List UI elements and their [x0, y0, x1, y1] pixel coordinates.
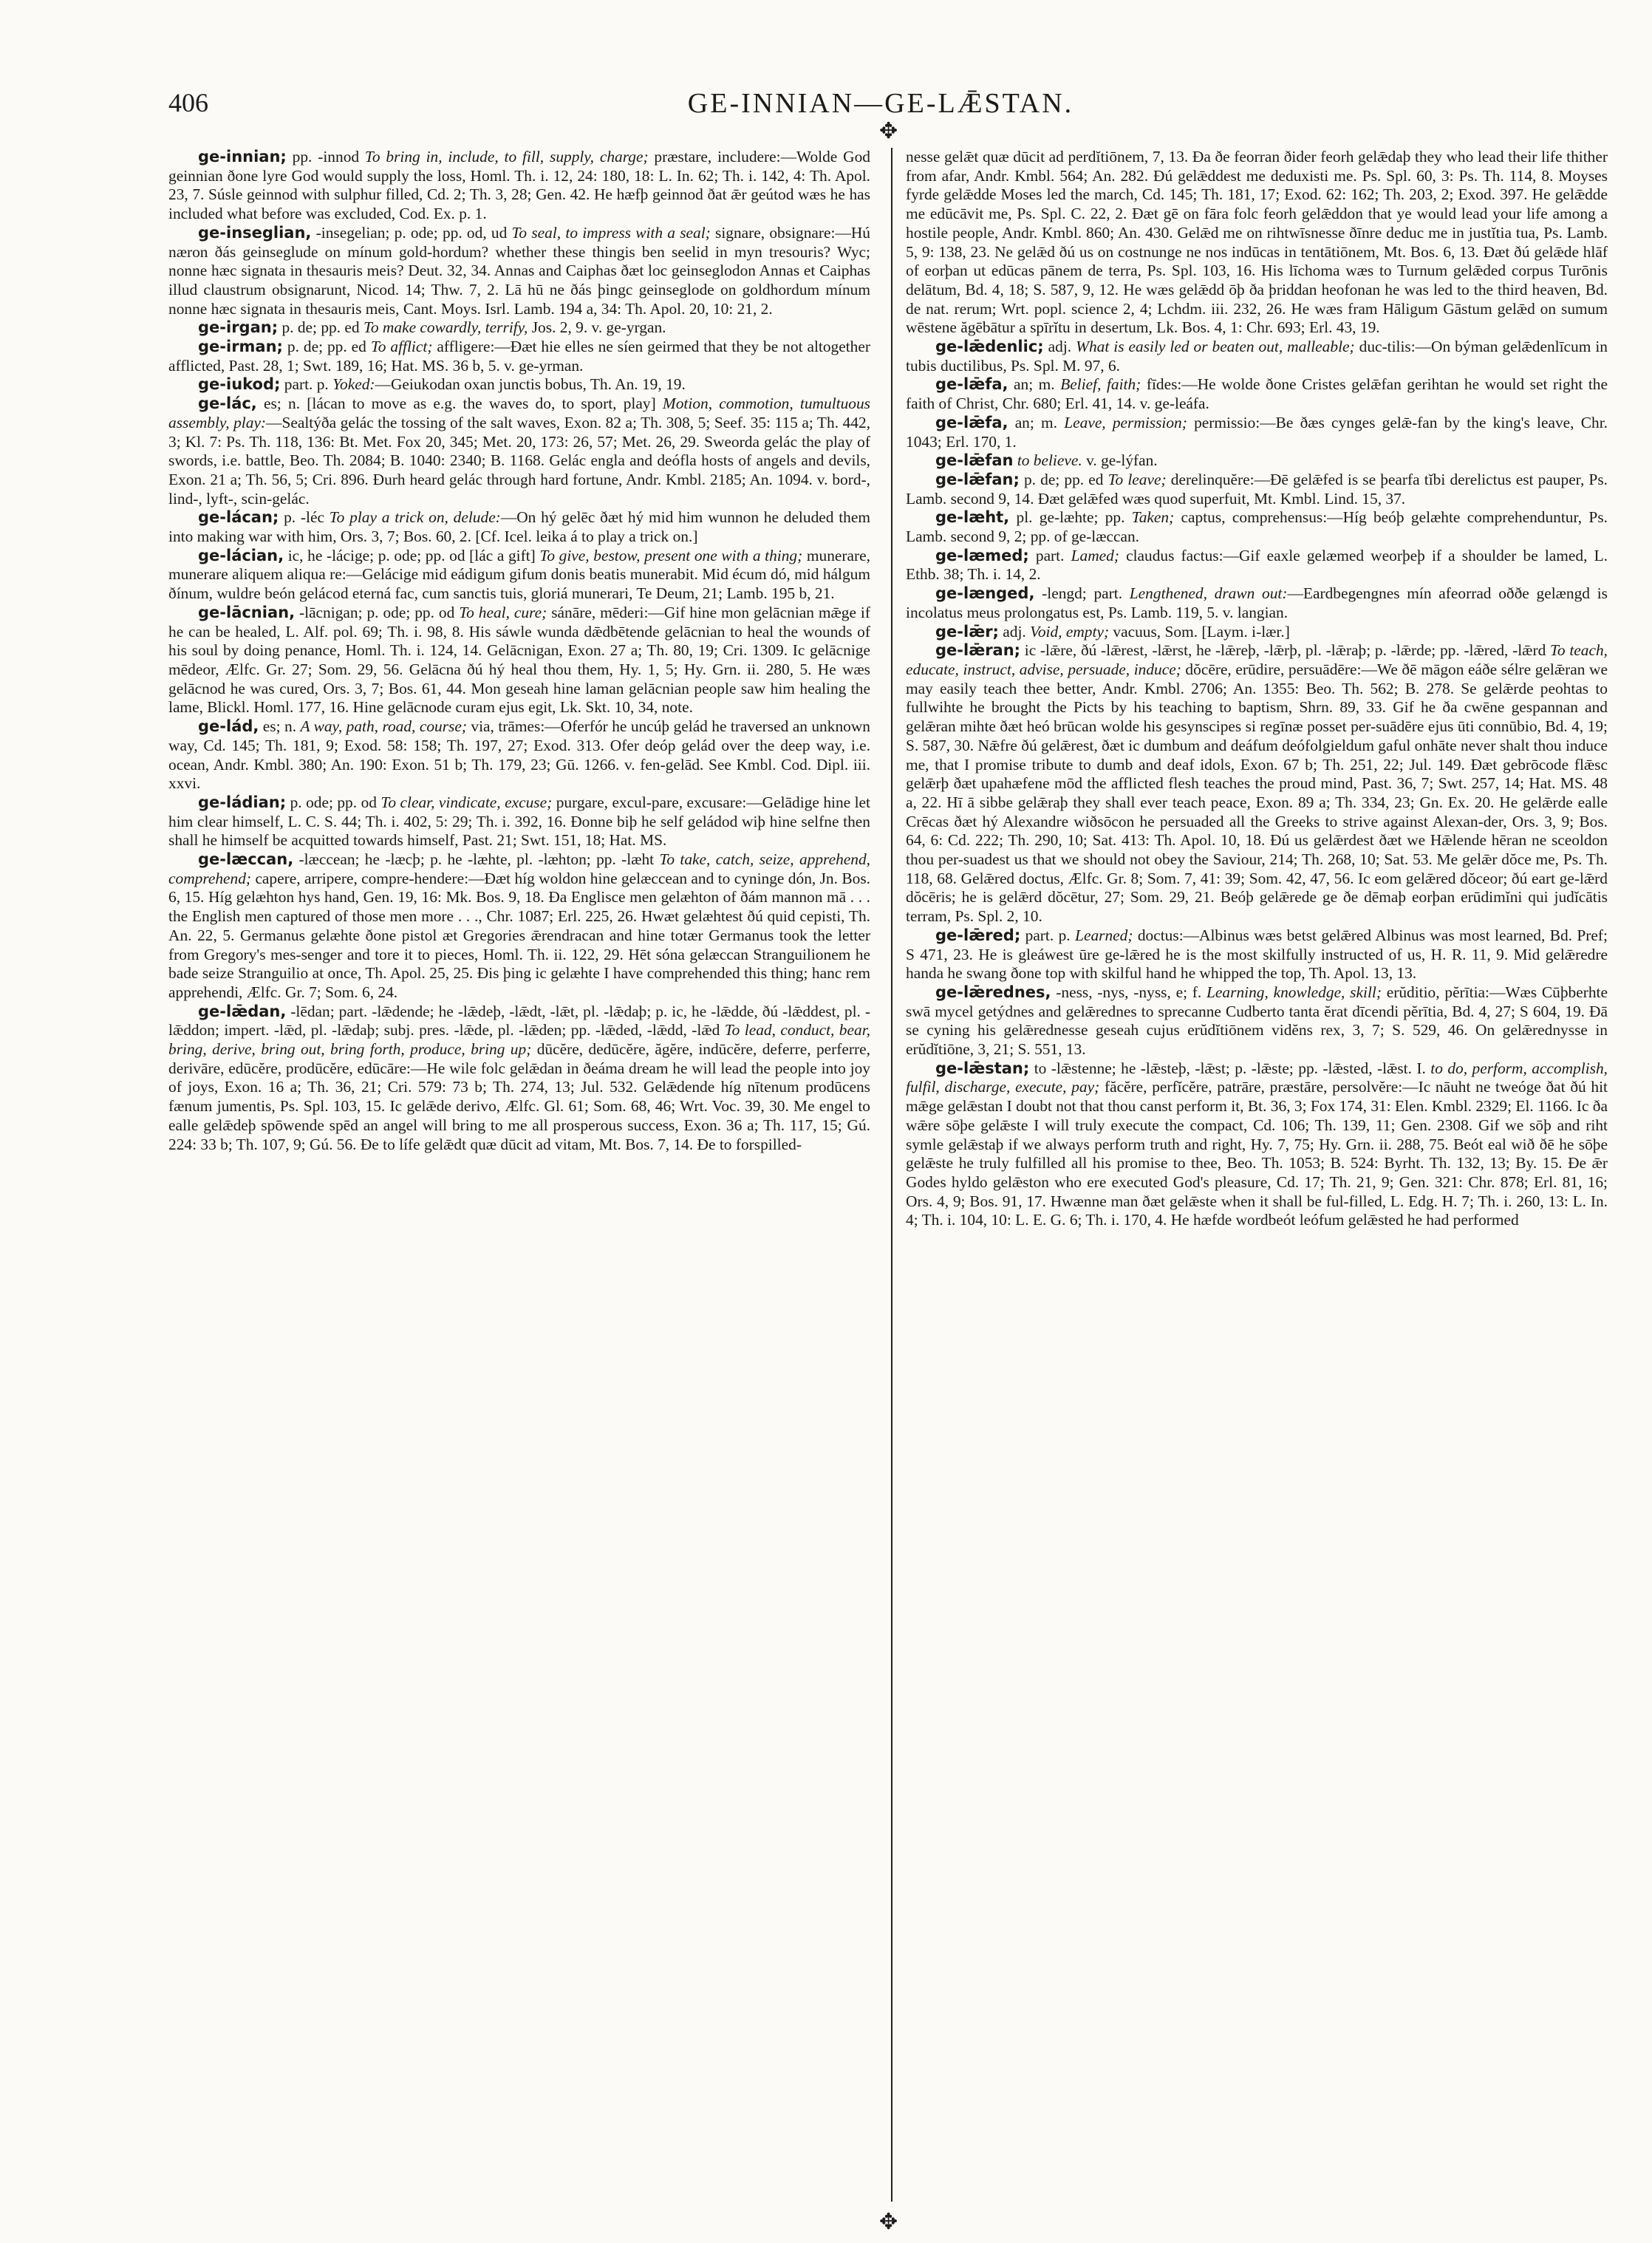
- entry-gloss: To play a trick on, delude:: [329, 508, 501, 527]
- entry-gloss: To heal, cure;: [459, 603, 547, 621]
- entry-grammar: ic, he -lácige; p. ode; pp. od [lác a gift]: [284, 546, 540, 564]
- headword: ge-lácan;: [198, 508, 279, 527]
- entry-body: —On hý gelēc ðæt hý mid him wunnon he deluded them into making war with him, Ors. 3, 7; Bos. 60, 2. [Cf. Icel. leika á to play a trick on.]: [168, 508, 870, 546]
- entry-body: —Geiukodan oxan junctis bobus, Th. An. 19, 19.: [375, 375, 686, 394]
- entry-gloss: To clear, vindicate, excuse;: [380, 793, 553, 811]
- dictionary-entry: [168, 338, 870, 375]
- entry-body: captus, comprehensus:—Híg beóþ gelæhte comprehenduntur, Ps. Lamb. second 9, 2; pp. of ge-læccan.: [906, 508, 1608, 546]
- entry-body: signare, obsignare:—Hú næron ðás geinseglude on mínum gold-hordum? whether these thingis ben seelid in myn tresouris? Wyc; nonne hæc signata in thesauris meis? Deut. 32, 34. Annas and Caiphas ðæt loc geinseglodon Annas et Caiphas illud claustrum obsignarunt, Nicod. 14; Thw. 7, 2. Lā hū ne ðás þingc geinseglode on goldhordum mínum nonne hæc signata in thesauris meis, Cant. Moys. Isrl. Lamb. 194 a, 34: Th. Apol. 20, 10: 21, 2.: [168, 223, 870, 318]
- headword: ge-lǣr;: [935, 622, 999, 641]
- headword: ge-lǣdan,: [198, 1002, 287, 1020]
- entry-grammar: p. ode; pp. od: [286, 793, 381, 811]
- running-head: GE-INNIAN—GE-LǢSTAN.: [687, 88, 1074, 119]
- dictionary-entry: [906, 623, 1608, 642]
- entry-body: affligere:—Ðæt hie elles ne síen geirmed that they be not altogether afflicted, Past. 28, 1; Swt. 189, 16; Hat. MS. 36 b, 5. v. ge-yrman.: [168, 338, 870, 375]
- headword: ge-ládian;: [198, 793, 287, 811]
- headword: ge-lád,: [198, 717, 259, 736]
- entry-grammar: p. de; pp. ed: [1019, 470, 1108, 488]
- entry-body: via, trāmes:—Oferfór he uncúþ gelád he traversed an unknown way, Cd. 145; Th. 181, 9; Exod. 58: 158; Th. 197, 27; Exod. 313. Ofer deóp gelád over the deep way, i.e. ocean, Andr. Kmbl. 380; An. 190: Exon. 51 b; Th. 179, 23; Gū. 1266. v. fen-gelād. See Kmbl. Cod. Dipl. iii. xxvi.: [168, 717, 870, 793]
- headword: ge-læht,: [935, 508, 1010, 527]
- dictionary-entry: [906, 148, 1608, 338]
- entry-body: dŏcēre, erūdire, persuādēre:—We ðē māgon eáðe sélre gelǣran we may easily teach thee better, Andr. Kmbl. 2706; An. 1355: Beo. Th. 562; B. 278. Se gelǣrde peohtas to fullwihte he brought the Picts by his teaching to baptism, Shrn. 89, 33. Gif he ða cwēne gespannan and gelǣran mihte ðæt heó brūcan wolde his gesynscipes si regīnæ posset per-suādēre ejus ūti connūbio, Bd. 4, 19; S. 587, 30. Nǣfre ðú gelǣrest, ðæt ic dumbum and deáfum deófolgieldum gaful onhāte never shalt thou induce me, that I promise tribute to dumb and deaf idols, Exon. 67 b; Th. 251, 22; Jul. 149. Ðæt gebrōcode flǣsc gelǣrþ ðæt upahæfene mōd the afflicted flesh teaches the proud mind, Past. 36, 7; Swt. 257, 14; Hat. MS. 48 a, 22. Hī ā sibbe gelǣraþ they shall ever teach peace, Exon. 89 a; Th. 334, 23; Gn. Ex. 20. He gelǣrde ealle Crēcas ðæt hý Alexandre wiðsōcon he persuaded all the Greeks to strive against Alexan-der, Ors. 3, 9; Bos. 64, 6: Cd. 222; Th. 290, 10; Sat. 413: Th. Apol. 10, 18. Ðú us gelǣrdest ðæt we Hǣlende hēran ne sceoldon thou per-suadest us that we should not obey the Saviour, 214; Th. 268, 10; Sat. 53. Me gelǣr dŏce me, Ps. Th. 118, 68. Gelǣred doctus, Ælfc. Gr. 8; Som. 7, 41: 39; Som. 42, 47, 56. Ic eom gelǣred dŏceor; ðú eart ge-lǣrd dŏcēris; he is gelǣrd dŏcētur, 27; Som. 29, 21. Beóþ gelǣrede ge ðe dēmaþ eorþan erūdimĭni qui judĭcātis terram, Ps. Spl. 2, 10.: [906, 660, 1608, 926]
- headword: ge-lācnian,: [198, 603, 296, 621]
- entry-gloss: to believe.: [1017, 451, 1082, 470]
- headword: ge-irgan;: [198, 318, 279, 337]
- entry-gloss: To teach, educate, instruct, advise, persuade, induce;: [906, 641, 1608, 678]
- dictionary-entry: [906, 983, 1608, 1059]
- dictionary-entry: [906, 584, 1608, 622]
- entry-grammar: part. p.: [1020, 926, 1076, 944]
- dictionary-entry: [168, 375, 870, 395]
- dictionary-entry: [906, 508, 1608, 546]
- dictionary-entry: [168, 148, 870, 224]
- headword: ge-lǣrednes,: [935, 983, 1051, 1001]
- headword: ge-irman;: [198, 338, 283, 356]
- entry-gloss: To leave;: [1107, 470, 1167, 488]
- column-ornament-top: ✥: [879, 119, 898, 143]
- column-divider: [891, 148, 892, 2202]
- dictionary-entry: [906, 547, 1608, 584]
- entry-body: vacuus, Som. [Laym. i-lær.]: [1109, 622, 1290, 641]
- dictionary-entry: [906, 1059, 1608, 1230]
- headword: ge-inseglian,: [198, 223, 312, 242]
- entry-grammar: es; n.: [259, 717, 301, 736]
- dictionary-entry: [168, 395, 870, 508]
- entry-body: capere, arripere, compre-hendere:—Ðæt híg woldon hine gelæccean and to cyninge dón, Jn. Bos. 6, 15. Híg gelæhton hys hand, Gen. 19, 16: Mk. Bos. 9, 18. Ða Englisce men gelæhton of ðám mannon mā . . . the English men captured of those men more . . ., Chr. 1087; Erl. 225, 26. Hwæt gelæhtest ðú quid cepisti, Th. An. 22, 5. Germanus gelæhte ðone pistol æt Gregories ǣrendracan and hine totær Germanus took the letter from Gregory's mes-senger and tore it to pieces, Homl. Th. ii. 122, 29. Hēt sóna gelæccan Stranguilionem he bade seize Stranguilio at once, Th. Apol. 25, 25. Ðis þing ic gelæhte I have comprehended this thing; hanc rem apprehendi, Ælfc. Gr. 7; Som. 6, 24.: [168, 869, 870, 1001]
- entry-body: derelinquĕre:—Ðē gelǣfed is se þearfa tĭbi derelictus est pauper, Ps. Lamb. second 9, 14. Ðæt gelǣfed wæs quod superfuit, Mt. Kmbl. Lind. 15, 37.: [906, 470, 1608, 508]
- entry-grammar: -insegelian; p. ode; pp. od, ud: [311, 223, 512, 242]
- entry-body: fīdes:—He wolde ðone Cristes gelǣfan gerihtan he would set right the faith of Christ, Chr. 680; Erl. 41, 14. v. ge-leáfa.: [906, 375, 1608, 413]
- dictionary-entry: [906, 414, 1608, 451]
- entry-grammar: pp. -innod: [286, 148, 365, 165]
- entry-body: —Sealtýða gelác the tossing of the salt waves, Exon. 82 a; Th. 308, 5; Seef. 35: 115 a; Th. 442, 3; Kl. 7: Ps. Th. 118, 136: Bt. Met. Fox 20, 345; Met. 20, 173: 26, 57; Met. 26, 29. Sweorda gelác the play of swords, i.e. battle, Beo. Th. 2084; B. 1040: 2340; B. 1168. Gelác engla and deófla hosts of angels and devils, Exon. 21 a; Th. 56, 5; Cri. 896. Ðurh heard gelác through hard fortune, Andr. Kmbl. 2185; An. 1094. v. bord-, lind-, lyft-, scin-gelác.: [168, 413, 870, 508]
- headword: ge-læccan,: [198, 850, 294, 869]
- entry-grammar: pl. ge-læhte; pp.: [1009, 508, 1132, 527]
- headword: ge-lác,: [198, 395, 257, 413]
- entry-gloss: What is easily led or beaten out, malleable;: [1076, 338, 1355, 356]
- entry-body: făcĕre, perfĭcĕre, patrāre, præstāre, persolvĕre:—Ic nāuht ne tweóge ðat ðú hit mǣge gelǣstan I doubt not that thou canst perform it, Bt. 36, 3; Fox 174, 31: Elen. Kmbl. 2329; El. 1166. Ic ða wǣre sōþe gelǣste I will truly execute the compact, Cd. 106; Th. 139, 11; Gen. 2308. Gif we sōþ and riht symle gelǣstaþ if we always perform truth and right, Hy. 7, 75; Hy. Grn. ii. 288, 75. Beót eal wið ðē he sōþe gelǣste he truly fulfilled all his promise to thee, Beo. Th. 1053; B. 524: Byrht. Th. 132, 13; By. 15. Ðe ǣr Godes hyldo gelǣston who ere executed God's pleasure, Cd. 17; Th. 21, 9; Gen. 321: Chr. 878; Erl. 81, 16; Ors. 4, 9; Bos. 91, 17. Hwænne man ðæt gelǣste when it shall be ful-filled, L. Edg. H. 7; Th. i. 260, 13: L. In. 4; Th. i. 104, 10: L. E. G. 6; Th. i. 170, 4. He hæfde wordbeót leófum gelǣsted he had performed: [906, 1078, 1608, 1229]
- entry-body: præstare, includere:—Wolde God geinnian ðone lyre God would supply the loss, Homl. Th. i. 12, 24: 180, 18: L. In. 62; Th. i. 142, 4: Th. Apol. 23, 7. Súsle geinnod with sulphur filled, Cd. 2; Th. 3, 28; Gen. 42. He hæfþ geinnod ðat ǣr geútod wæs he has included what before was excluded, Cod. Ex. p. 1.: [168, 148, 870, 223]
- right-column: [906, 148, 1608, 2209]
- entry-gloss: To afflict;: [370, 338, 433, 356]
- dictionary-entry: [906, 641, 1608, 926]
- entry-body: dūcĕre, dedūcĕre, ăgĕre, indūcĕre, deferre, perferre, derivāre, edūcĕre, prodūcĕre, edūcāre:—He wile folc gelǣdan in ðeáma dream he will lead the people into joy of joys, Exon. 16 a; Th. 36, 21; Cri. 579: 73 b; Th. 274, 13; Jul. 532. Gelǣdende híg nītenum prodūcens fænum jumentis, Ps. Spl. 103, 15. Ic gelǣde derivo, Ælfc. Gl. 61; Som. 68, 46; Wrt. Voc. 39, 30. Me engel to ealle gelǣdeþ spōwende spēd an angel will bring to me all prosperous success, Exon. 36 a; Th. 117, 15; Gú. 224: 33 b; Th. 107, 9; Gú. 56. Ðe to lífe gelǣdt quæ dūcit ad vitam, Mt. Bos. 7, 14. Ðe to forspilled-: [168, 1040, 870, 1153]
- entry-grammar: part. p.: [280, 375, 333, 394]
- entry-gloss: Yoked:: [332, 375, 375, 394]
- entry-body: erŭditio, pĕrītia:—Wæs Cūþberhte swā mycel getýdnes and gelǣrednes to sprecanne Cudberto tanta ĕrat dīcendi pĕrītia, Bd. 4, 27; S 604, 19. Ðā se cyning his gelǣrednesse geseah cujus erŭdĭtiōnem vidĕns rex, 3, 7; S. 529, 46. On gelǣrednysse in erŭdĭtiōne, 3, 21; S. 551, 13.: [906, 983, 1608, 1059]
- headword: ge-lǣdenlic;: [935, 338, 1044, 356]
- dictionary-entry: [906, 338, 1608, 375]
- entry-body: permissio:—Be ðæs cynges gelǣ-fan by the king's leave, Chr. 1043; Erl. 170, 1.: [906, 413, 1608, 451]
- dictionary-entry: [906, 375, 1608, 413]
- entry-grammar: part.: [1028, 546, 1071, 564]
- dictionary-entry: [168, 224, 870, 319]
- entry-gloss: Learned;: [1075, 926, 1133, 944]
- headword: ge-innian;: [198, 148, 287, 165]
- dictionary-entry: [168, 717, 870, 793]
- dictionary-entry: [168, 850, 870, 1003]
- entry-gloss: to do, perform, accomplish, fulfil, discharge, execute, pay;: [906, 1059, 1608, 1096]
- dictionary-entry: [168, 604, 870, 717]
- entry-grammar: es; n. [lácan to move as e.g. the waves do, to sport, play]: [256, 395, 663, 413]
- entry-grammar: an; m.: [1008, 375, 1061, 394]
- page-number: 406: [168, 88, 208, 117]
- left-column: [168, 148, 870, 2209]
- headword: ge-lǣfan;: [935, 470, 1020, 488]
- dictionary-entry: [168, 318, 870, 338]
- entry-grammar: adj.: [1043, 338, 1076, 356]
- dictionary-entry: [168, 508, 870, 546]
- headword: ge-lǣstan;: [935, 1059, 1030, 1077]
- entry-gloss: Lamed;: [1071, 546, 1119, 564]
- headword: ge-lǣfa,: [935, 375, 1008, 394]
- entry-grammar: -læccean; he -læcþ; p. he -læhte, pl. -læhton; pp. -læht: [293, 850, 660, 869]
- entry-grammar: p. de; pp. ed: [278, 318, 363, 337]
- headword: ge-lǣran;: [935, 641, 1021, 660]
- dictionary-entry: [906, 471, 1608, 508]
- headword: ge-lácian,: [198, 546, 284, 564]
- headword: ge-iukod;: [198, 375, 281, 394]
- column-ornament-bottom: ✥: [879, 2210, 898, 2234]
- entry-gloss: Taken;: [1131, 508, 1175, 527]
- entry-grammar: -ness, -nys, -nyss, e; f.: [1051, 983, 1207, 1001]
- entry-grammar: to -lǣstenne; he -lǣsteþ, -lǣst; p. -lǣste; pp. -lǣsted, -lǣst. I.: [1029, 1059, 1431, 1077]
- entry-grammar: adj.: [998, 622, 1031, 641]
- entry-gloss: To give, bestow, present one with a thing;: [539, 546, 803, 564]
- entry-grammar: ic -lǣre, ðú -lǣrest, -lǣrst, he -lǣreþ, -lǣrþ, pl. -lǣraþ; p. -lǣrde; pp. -lǣred, -lǣrd: [1020, 641, 1550, 660]
- entry-grammar: -lēdan; part. -lǣdende; he -lǣdeþ, -lǣdt, -lǣt, pl. -lǣdaþ; p. ic, he -lǣdde, ðú -lǣddest, pl. -lǣddon; impert. -lǣd, pl. -lǣdaþ; subj. pres. -lǣde, pl. -lǣden; pp. -lǣded, -lǣdd, -lǣd: [168, 1002, 870, 1039]
- dictionary-entry: [168, 793, 870, 850]
- headword: ge-lǣred;: [935, 926, 1021, 944]
- entry-gloss: To take, catch, seize, apprehend, comprehend;: [168, 850, 870, 887]
- entry-gloss: To bring in, include, to fill, supply, charge;: [364, 148, 649, 165]
- entry-body: munerare, munerare aliquem aliqua re:—Gelácige mid eádigum gifum donis beatis munerabit. Mid écum dó, mid hálgum ðínum, wuldre beón gelácod eterná fac, cum sanctis tuis, gloriá munerari, Te Deum, 21; Lamb. 195 b, 21.: [168, 546, 870, 603]
- entry-gloss: To make cowardly, terrify,: [363, 318, 528, 337]
- entry-body: claudus factus:—Gif eaxle gelæmed weorþeþ if a shoulder be lamed, L. Ethb. 38; Th. i. 14, 2.: [906, 546, 1608, 584]
- entry-gloss: Motion, commotion, tumultuous assembly, play:: [168, 395, 870, 431]
- entry-gloss: Learning, knowledge, skill;: [1206, 983, 1382, 1001]
- dictionary-entry: [168, 1003, 870, 1155]
- entry-gloss: Void, empty;: [1030, 622, 1110, 641]
- dictionary-entry: [906, 926, 1608, 983]
- headword: ge-længed,: [935, 584, 1035, 603]
- entry-grammar: -lengd; part.: [1034, 584, 1130, 603]
- entry-grammar: p. -léc: [279, 508, 330, 527]
- entry-body: duc-tilis:—On býman gelǣdenlīcum in tubis ductilibus, Ps. Spl. M. 97, 6.: [906, 338, 1608, 375]
- headword: ge-lǣfan: [935, 451, 1014, 470]
- headword: ge-læmed;: [935, 546, 1029, 564]
- dictionary-entry: [906, 451, 1608, 471]
- entry-body: —Eardbegengnes mín afeorrad oððe gelængd is incolatus meus prolongatus est, Ps. Lamb. 119, 5. v. langian.: [906, 584, 1608, 621]
- entry-body: v. ge-lýfan.: [1082, 451, 1158, 470]
- entry-body: Jos. 2, 9. v. ge-yrgan.: [528, 318, 666, 337]
- entry-grammar: -lācnigan; p. ode; pp. od: [295, 603, 460, 621]
- entry-gloss: Belief, faith;: [1060, 375, 1141, 394]
- entry-body: nesse gelǣt quæ dūcit ad perdĭtiōnem, 7, 13. Ða ðe feorran ðider feorh gelǣdaþ they who lead their life thither from afar, Andr. Kmbl. 564; An. 282. Ðú gelǣddest me deduxisti me. Ps. Spl. 60, 3: Ps. Th. 114, 8. Moyses fyrde gelǣdde Moses led the march, Cd. 145; Th. 181, 17; Exod. 62: 162; Th. 203, 2; Exod. 397. He gelǣdde me edūcāvit me, Ps. Spl. C. 22, 2. Ðæt gē on fāra folc feorh gelǣddon that ye would lead your life among a hostile people, Andr. Kmbl. 860; An. 430. Gelǣd me on rihtwīsnesse ðīnre deduc me in justĭtia tua, Ps. Lamb. 5, 9: 138, 23. Ne gelǣd ðú us on costnunge ne nos indūcas in tentātiōnem, Mt. Bos. 6, 13. Ðæt ðú gelǣde hlāf of eorþan ut edūcas pānem de terra, Ps. Spl. 103, 16. His līchoma wæs to Turnum gelǣded corpus Turōnis delātum, Bd. 4, 18; S. 587, 9, 12. He wæs gelǣdd ōþ ða þriddan heofonan he was led to the third heaven, Bd. de nat. rerum; Wrt. popl. science 2, 4; Lchdm. iii. 232, 26. He wæs fram Hāligum Gāstum gelǣd on sumum wēstene ăgēbātur a spīrĭtu in desertum, Lk. Bos. 4, 1: Chr. 693; Erl. 43, 19.: [906, 148, 1608, 337]
- entry-body: sánāre, mēderi:—Gif hine mon gelācnian mǣge if he can be healed, L. Alf. pol. 69; Th. i. 98, 8. His sáwle wunda dǣdbētende gelācnian to heal the wounds of his soul by doing penance, Homl. Th. i. 124, 14. Gelācnigan, Exon. 27 a; Th. 80, 19; Cri. 1309. Ic gelācnige mēdeor, Ælfc. Gr. 27; Som. 29, 56. Gelācna ðú hý heal thou them, Hy. 1, 5; Hy. Grn. ii. 280, 5. He wæs gelācnod he was cured, Ors. 3, 7; Bos. 61, 44. Mon geseah hine laman gelācnian people saw him healing the lame, Blickl. Homl. 177, 16. Hine gelācnode curam ejus egit, Lk. Skt. 10, 34, note.: [168, 603, 870, 717]
- entry-gloss: To lead, conduct, bear, bring, derive, bring out, bring forth, produce, bring up;: [168, 1021, 870, 1059]
- entry-gloss: Lengthened, drawn out:: [1129, 584, 1288, 603]
- entry-gloss: Leave, permission;: [1064, 413, 1187, 431]
- entry-grammar: p. de; pp. ed: [282, 338, 371, 356]
- entry-gloss: A way, path, road, course;: [300, 717, 467, 736]
- entry-body: purgare, excul-pare, excusare:—Gelādige hine let him clear himself, L. C. S. 44; Th. i. 402, 5: 29; Th. i. 392, 16. Ðonne biþ he self geládod wiþ hine selfne then shall he himself be acquitted towards himself, Past. 21; Swt. 151, 18; Hat. MS.: [168, 793, 870, 850]
- entry-gloss: To seal, to impress with a seal;: [511, 223, 711, 242]
- headword: ge-lǣfa,: [935, 413, 1008, 431]
- entry-body: doctus:—Albinus wæs betst gelǣred Albinus was most learned, Bd. Pref; S 471, 23. He is gleáwest ūre ge-lǣred he is the most skilfully instructed of us, H. R. 11, 9. Mid gelǣredre handa he swang ðone top with skilful hand he whipped the top, Th. Apol. 13, 13.: [906, 926, 1608, 983]
- dictionary-entry: [168, 547, 870, 604]
- entry-grammar: an; m.: [1008, 413, 1065, 431]
